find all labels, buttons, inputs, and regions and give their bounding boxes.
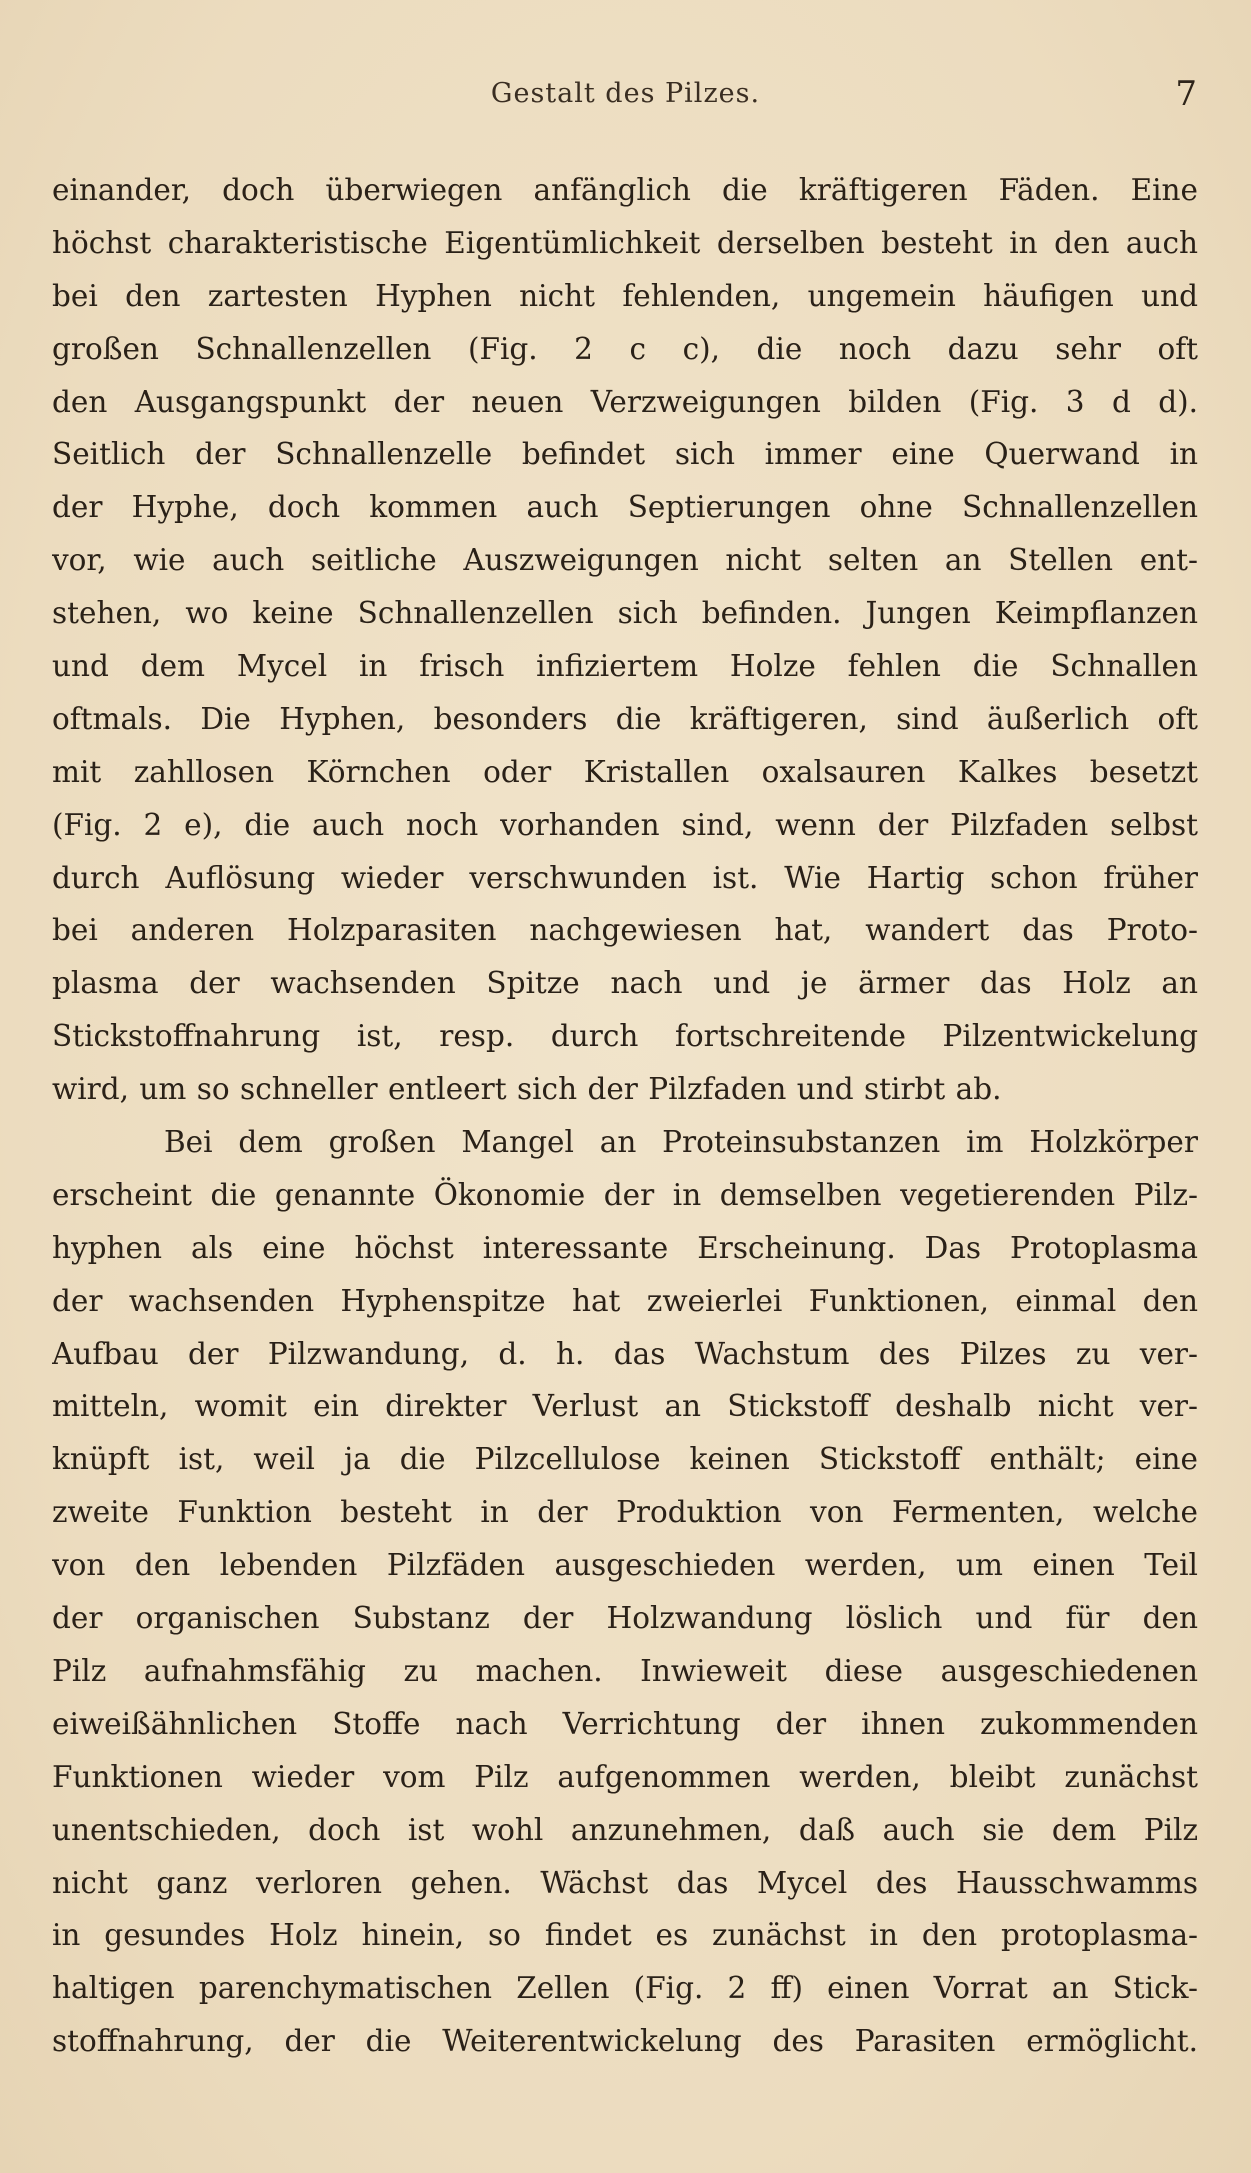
- text-line: bei anderen Holzparasiten nachgewiesen hat, wandert das Proto-: [52, 913, 1198, 948]
- text-line: plasma der wachsenden Spitze nach und je ärmer das Holz an: [52, 966, 1198, 1001]
- text-line: mit zahllosen Körnchen oder Kristallen oxalsauren Kalkes besetzt: [52, 754, 1198, 789]
- text-line: den Ausgangspunkt der neuen Verzweigungen bilden (Fig. 3 d d).: [52, 384, 1198, 419]
- running-title: Gestalt des Pilzes.: [490, 78, 761, 109]
- text-line: Pilz aufnahmsfähig zu machen. Inwieweit diese ausgeschiedenen: [52, 1653, 1198, 1688]
- text-line: zweite Funktion besteht in der Produktion von Fermenten, welche: [52, 1495, 1198, 1530]
- body-text: [52, 164, 1198, 2068]
- text-line: Aufbau der Pilzwandung, d. h. das Wachstum des Pilzes zu ver-: [52, 1336, 1198, 1371]
- text-line: bei den zartesten Hyphen nicht fehlenden, ungemein häufigen und: [52, 278, 1198, 313]
- page-header: [0, 74, 1251, 118]
- text-line: hyphen als eine höchst interessante Erscheinung. Das Protoplasma: [52, 1230, 1198, 1265]
- text-line: von den lebenden Pilzfäden ausgeschieden werden, um einen Teil: [52, 1548, 1198, 1583]
- text-line: großen Schnallenzellen (Fig. 2 c c), die noch dazu sehr oft: [52, 331, 1198, 366]
- text-line: einander, doch überwiegen anfänglich die kräftigeren Fäden. Eine: [52, 173, 1198, 207]
- text-line: (Fig. 2 e), die auch noch vorhanden sind, wenn der Pilzfaden selbst: [52, 807, 1198, 842]
- text-line: haltigen parenchymatischen Zellen (Fig. 2 ff) einen Vorrat an Stick-: [52, 1971, 1198, 2006]
- text-line: vor, wie auch seitliche Auszweigungen nicht selten an Stellen ent-: [52, 543, 1198, 578]
- text-line: durch Auflösung wieder verschwunden ist. Wie Hartig schon früher: [52, 860, 1198, 895]
- text-line: wird, um so schneller entleert sich der Pilzfaden und stirbt ab.: [52, 1072, 1002, 1107]
- paragraph-2: [52, 1116, 1198, 2068]
- text-line: Funktionen wieder vom Pilz aufgenommen werden, bleibt zunächst: [52, 1759, 1198, 1794]
- text-line: der Hyphe, doch kommen auch Septierungen ohne Schnallenzellen: [52, 490, 1198, 525]
- text-line: und dem Mycel in frisch infiziertem Holze fehlen die Schnallen: [52, 649, 1198, 684]
- text-line: eiweißähnlichen Stoffe nach Verrichtung der ihnen zukommenden: [52, 1706, 1198, 1741]
- text-line: in gesundes Holz hinein, so findet es zunächst in den protoplasma-: [52, 1918, 1198, 1953]
- text-line: unentschieden, doch ist wohl anzunehmen, daß auch sie dem Pilz: [52, 1812, 1198, 1847]
- text-line: oftmals. Die Hyphen, besonders die kräftigeren, sind äußerlich oft: [52, 701, 1198, 736]
- text-line: der organischen Substanz der Holzwandung löslich und für den: [52, 1601, 1198, 1636]
- text-line: Stickstoffnahrung ist, resp. durch fortschreitende Pilzentwickelung: [52, 1019, 1198, 1054]
- text-line: nicht ganz verloren gehen. Wächst das Mycel des Hausschwamms: [52, 1865, 1198, 1900]
- text-line: knüpft ist, weil ja die Pilzcellulose keinen Stickstoff enthält; eine: [52, 1442, 1198, 1477]
- paragraph-1: [52, 164, 1198, 1116]
- text-line: Seitlich der Schnallenzelle befindet sich immer eine Querwand in: [52, 437, 1198, 472]
- text-line: Bei dem großen Mangel an Proteinsubstanzen im Holzkörper: [164, 1125, 1198, 1160]
- text-line: stehen, wo keine Schnallenzellen sich befinden. Jungen Keimpflanzen: [52, 596, 1198, 631]
- text-line: stoffnahrung, der die Weiterentwickelung des Parasiten ermöglicht.: [52, 2024, 1198, 2059]
- text-line: mitteln, womit ein direkter Verlust an Stickstoff deshalb nicht ver-: [52, 1389, 1198, 1424]
- text-line: höchst charakteristische Eigentümlichkeit derselben besteht in den auch: [52, 225, 1198, 260]
- text-line: erscheint die genannte Ökonomie der in demselben vegetierenden Pilz-: [52, 1177, 1198, 1212]
- page-number: 7: [1175, 74, 1197, 114]
- text-line: der wachsenden Hyphenspitze hat zweierlei Funktionen, einmal den: [52, 1283, 1198, 1318]
